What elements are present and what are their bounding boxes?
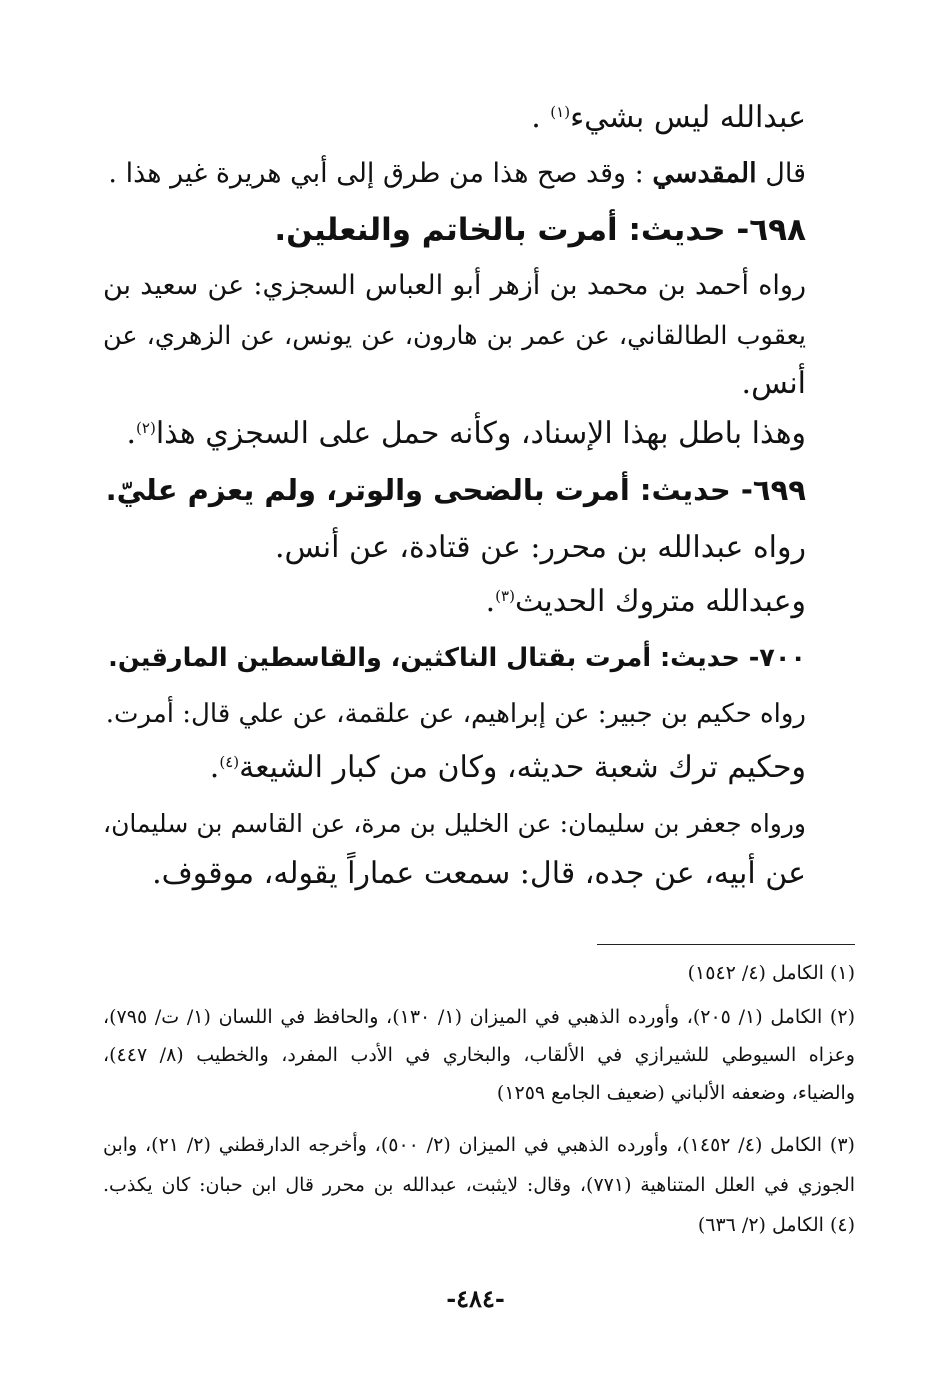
hadith-heading-698: ٦٩٨- حديث: أمرت بالخاتم والنعلين.: [274, 212, 806, 248]
footnote-4: (٤) الكامل (٢/ ٦٣٦): [697, 1214, 855, 1236]
body-text: وحكيم ترك شعبة حديثه، وكان من كبار الشيعة: [239, 750, 806, 785]
body-line-9: رواه عبدالله بن محرر: عن قتادة، عن أنس.: [275, 530, 806, 565]
page-number: -٤٨٤-: [446, 1284, 505, 1313]
footnote-2-line-1: (٢) الكامل (١/ ٢٠٥)، وأورده الذهبي في الميزان (١/ ١٣٠)، والحافظ في اللسان (١/ ت/ ٧٩٥)،: [103, 1006, 855, 1028]
body-line-14: ورواه جعفر بن سليمان: عن الخليل بن مرة، عن القاسم بن سليمان،: [103, 809, 806, 838]
footnote-3-line-2: الجوزي في العلل المتناهية (٧٧١)، وقال: لايثبت، عبدالله بن محرر قال ابن حبان: كان يكذب.: [103, 1174, 855, 1196]
body-line-7: [127, 414, 807, 454]
footnote-ref: (٢): [136, 419, 156, 437]
footnote-3-line-1: (٣) الكامل (٤/ ١٤٥٢)، وأورده الذهبي في الميزان (٢/ ٥٠٠)، وأخرجه الدارقطني (٢/ ٢١)، وابن: [103, 1134, 855, 1156]
body-text: وعبدالله متروك الحديث: [514, 584, 806, 619]
body-text: .: [531, 100, 551, 135]
body-line-6: أنس.: [741, 366, 806, 401]
body-text: .: [485, 584, 496, 619]
body-text: .: [209, 750, 220, 785]
body-line-4: رواه أحمد بن محمد بن أزهر أبو العباس السجزي: عن سعيد بن: [103, 270, 806, 301]
footnote-ref: (٤): [219, 753, 240, 771]
footnote-ref: (٣): [495, 587, 515, 605]
footnote-ref: (١): [550, 103, 571, 121]
body-line-15: عن أبيه، عن جده، قال: سمعت عماراً يقوله، موقوف.: [152, 856, 806, 891]
body-line-2: [108, 154, 806, 194]
hadith-heading-699: ٦٩٩- حديث: أمرت بالضحى والوتر، ولم يعزم عليّ.: [105, 473, 806, 507]
body-line-12: رواه حكيم بن جبير: عن إبراهيم، عن علقمة، عن علي قال: أمرت.: [105, 699, 806, 729]
body-text: عبدالله ليس بشيء: [570, 100, 806, 135]
body-line-10: [486, 582, 806, 622]
hadith-heading-700: ٧٠٠- حديث: أمرت بقتال الناكثين، والقاسطين المارقين.: [108, 643, 806, 673]
body-text: : وقد صح هذا من طرق إلى أبي هريرة غير هذا .: [108, 158, 644, 189]
body-line-5: يعقوب الطالقاني، عن عمر بن هارون، عن يونس، عن الزهري، عن: [103, 321, 806, 351]
body-line-1: [531, 98, 806, 138]
body-text: .: [126, 416, 137, 451]
footnote-2-line-2: وعزاه السيوطي للشيرازي في الألقاب، والبخاري في الأدب المفرد، والخطيب (٨/ ٤٤٧)،: [103, 1044, 855, 1066]
footnote-2-line-3: والضياء، وضعفه الألباني (ضعيف الجامع ١٢٥٩): [496, 1082, 855, 1104]
body-text: قال: [756, 158, 806, 189]
body-text: وهذا باطل بهذا الإسناد، وكأنه حمل على السجزي هذا: [155, 416, 806, 451]
footnote-separator: [597, 944, 855, 945]
body-line-13: [210, 748, 806, 788]
author-name: المقدسي: [652, 158, 757, 189]
footnote-1: (١) الكامل (٤/ ١٥٤٢): [687, 962, 855, 984]
